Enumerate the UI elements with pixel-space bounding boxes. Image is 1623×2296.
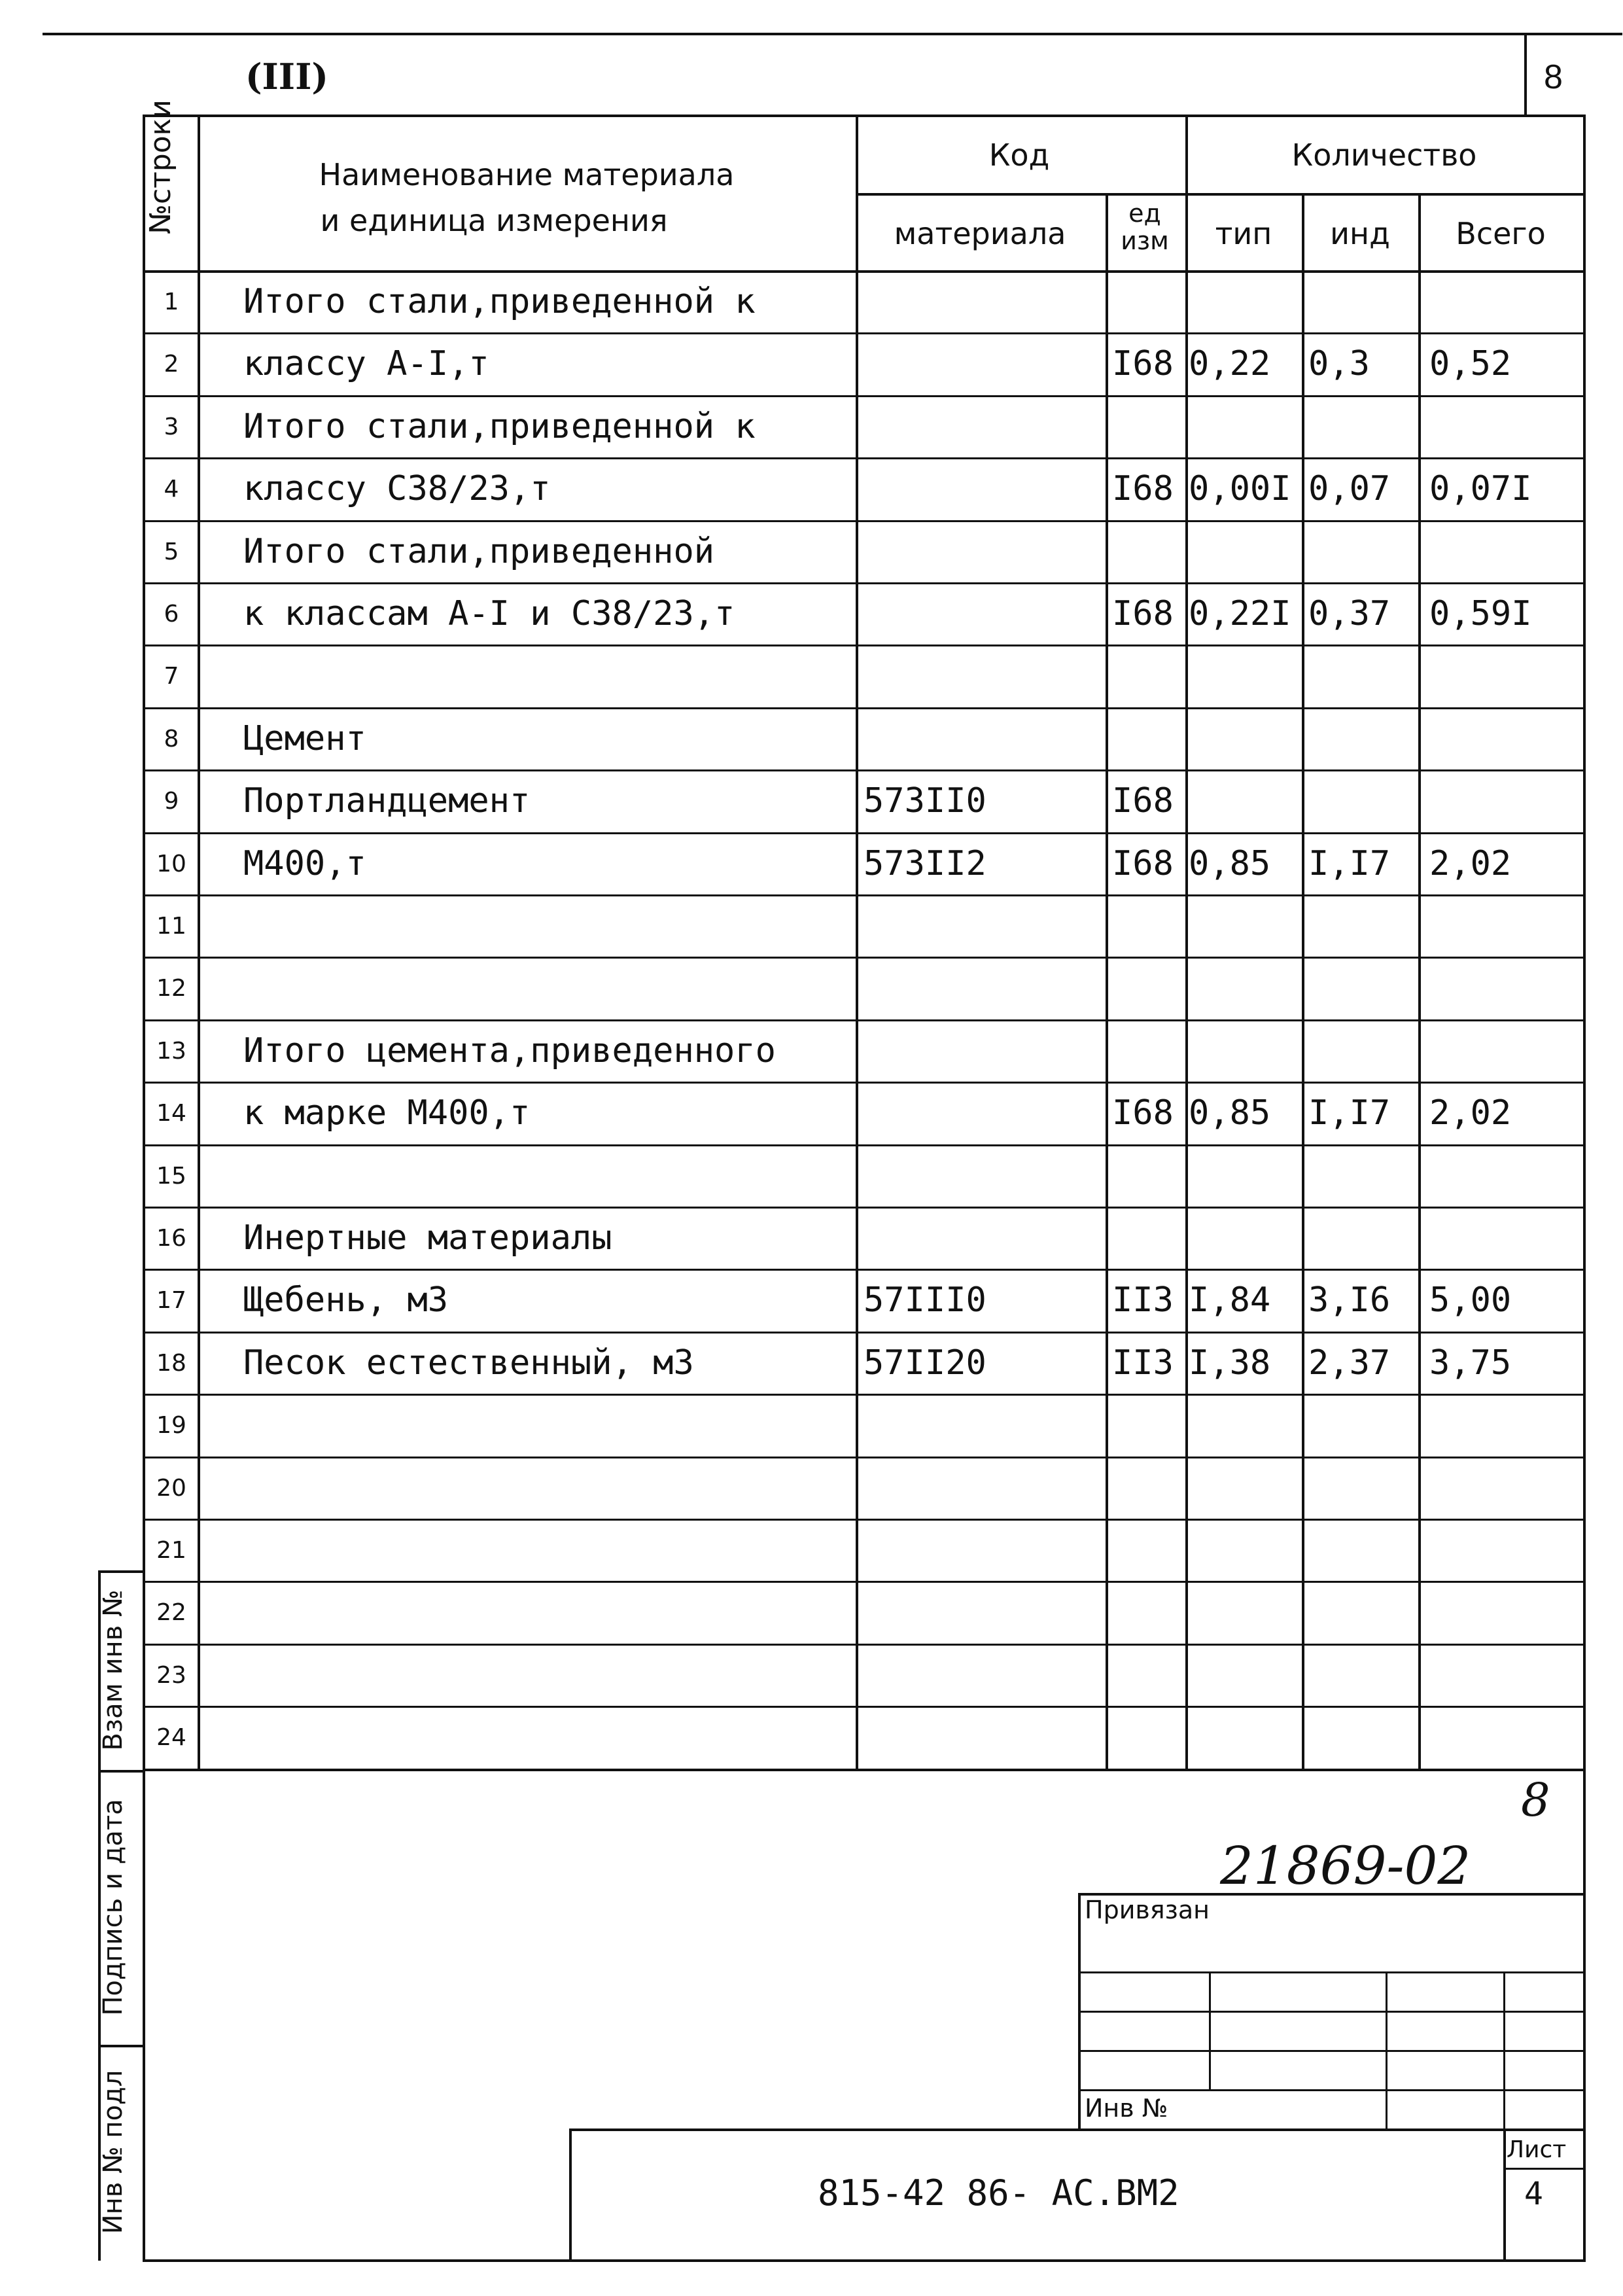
row-cell-name: к классам А-I и С38/23,т [243,594,735,633]
row-number: 13 [156,1038,186,1065]
stamp-row-4 [1078,2089,1583,2091]
row-divider [143,832,1583,834]
row-cell-name: Портландцемент [243,781,531,821]
row-cell-ind: 3,I6 [1308,1280,1391,1320]
row-number: 19 [156,1412,186,1439]
section-label: (III) [245,56,328,97]
row-divider [143,1644,1583,1646]
sheet-number-divider [1524,33,1527,115]
row-cell-ind: I,I7 [1308,844,1391,883]
row-cell-ind: I,I7 [1308,1093,1391,1133]
row-cell-unit: I68 [1112,594,1174,633]
main-stamp-top [569,2128,1583,2131]
row-divider [143,894,1583,896]
row-cell-total: 5,00 [1429,1280,1512,1320]
row-divider [143,1519,1583,1521]
row-divider [143,582,1583,584]
row-cell-ind: 2,37 [1308,1343,1391,1383]
row-cell-name: М400,т [243,844,366,883]
stamp-col-3 [1503,1971,1505,2128]
row-cell-tip: I,84 [1189,1280,1271,1320]
header-name-line2: и единица измерения [320,203,668,238]
row-cell-total: 2,02 [1429,844,1512,883]
top-rule [43,33,1622,35]
col-divider-ind [1418,193,1421,1770]
stamp-row-3 [1078,2050,1583,2052]
row-divider [143,1082,1583,1084]
row-cell-ind: 0,07 [1308,469,1391,508]
row-number: 12 [156,975,186,1002]
row-cell-tip: 0,85 [1189,1093,1271,1133]
row-cell-tip: 0,00I [1189,469,1291,508]
row-cell-total: 0,59I [1429,594,1532,633]
row-divider [143,1457,1583,1458]
row-cell-total: 2,02 [1429,1093,1512,1133]
row-divider [143,1332,1583,1333]
row-cell-code: 573II2 [864,844,986,883]
row-divider [143,395,1583,397]
stamp-col-2 [1386,1971,1387,2128]
row-number: 23 [156,1662,186,1689]
row-divider [143,645,1583,646]
row-cell-name: к марке М400,т [243,1093,531,1133]
row-divider [143,520,1583,522]
row-number: 11 [156,913,186,940]
row-cell-total: 0,07I [1429,469,1532,508]
handwritten-doc-number: 21869-02 [1220,1835,1471,1896]
row-number: 15 [156,1163,186,1190]
row-number: 5 [164,539,179,565]
header-bottom-rule [143,270,1583,273]
row-divider [143,457,1583,459]
row-divider [143,1394,1583,1396]
row-divider [143,1144,1583,1146]
row-cell-name: Песок естественный, м3 [243,1343,694,1383]
row-number: 8 [164,726,179,752]
row-number: 7 [164,663,179,690]
header-code-material: материала [894,216,1066,251]
row-cell-ind: 0,37 [1308,594,1391,633]
side-stamp-podpis-data: Подпись и дата [98,1799,128,2016]
row-cell-code: 57III0 [864,1280,986,1320]
header-mid-rule [856,193,1583,196]
row-divider [143,707,1583,709]
header-qty-ind: инд [1330,216,1390,251]
row-number: 2 [164,351,179,378]
stamp-row-2 [1078,2011,1583,2013]
side-stamp-vzam-inv: Взам инв № [98,1589,128,1751]
row-number: 4 [164,476,179,503]
frame-right-border [1583,115,1586,2261]
main-stamp-left [569,2128,572,2261]
row-cell-name: Цемент [243,719,366,758]
frame-bottom-border [143,2259,1586,2262]
inv-no-label: Инв № [1085,2094,1168,2123]
row-cell-code: 573II0 [864,781,986,821]
row-cell-code: 57II20 [864,1343,986,1383]
row-number: 22 [156,1599,186,1626]
header-qty-total: Всего [1456,216,1546,251]
row-cell-unit: II3 [1112,1280,1174,1320]
col-divider-rownum [198,115,200,1770]
row-number: 18 [156,1350,186,1377]
row-number: 20 [156,1475,186,1502]
list-label: Лист [1507,2136,1567,2163]
row-cell-ind: 0,3 [1308,344,1370,383]
row-divider [143,1207,1583,1209]
row-cell-total: 0,52 [1429,344,1512,383]
list-label-rule [1503,2168,1583,2170]
row-cell-name: Итого стали,приведенной к [243,282,756,321]
row-cell-name: Итого стали,приведенной к [243,407,756,446]
row-cell-name: Итого стали,приведенной [243,532,715,571]
row-cell-unit: I68 [1112,844,1174,883]
row-number: 24 [156,1724,186,1751]
row-divider [143,957,1583,959]
row-cell-name: Щебень, м3 [243,1280,449,1320]
col-divider-type [1302,193,1304,1770]
header-quantity-group: Количество [1291,137,1477,173]
row-number: 17 [156,1287,186,1314]
header-code-group: Код [988,137,1050,173]
stamp-row-1 [1078,1971,1583,1973]
row-cell-unit: I68 [1112,469,1174,508]
row-cell-unit: I68 [1112,1093,1174,1133]
side-stamp-inv-podl: Инв № подл [98,2070,128,2234]
row-cell-unit: II3 [1112,1343,1174,1383]
row-cell-tip: 0,22I [1189,594,1291,633]
row-number: 6 [164,601,179,627]
row-cell-name: Инертные материалы [243,1218,612,1258]
document-code: 815-42 86- АС.ВМ2 [818,2172,1179,2214]
main-stamp-list-divider [1503,2128,1506,2261]
stamp-col-1 [1209,1971,1211,2089]
row-number: 10 [156,851,186,877]
list-number: 4 [1524,2176,1543,2212]
row-cell-tip: 0,22 [1189,344,1271,383]
handwritten-page-number: 8 [1521,1773,1550,1827]
header-row-number: №строки [144,99,177,234]
row-cell-tip: I,38 [1189,1343,1271,1383]
row-divider [143,1581,1583,1583]
row-cell-name: классу А-I,т [243,344,489,383]
row-number: 14 [156,1100,186,1127]
row-divider [143,1269,1583,1271]
row-divider [143,769,1583,771]
col-divider-name [856,115,858,1770]
col-divider-unit [1185,115,1188,1770]
row-cell-total: 3,75 [1429,1343,1512,1383]
table-bottom-border [143,1769,1583,1771]
header-name: Наименование материала [319,157,735,192]
row-divider [143,1706,1583,1708]
header-code-unit: ед изм [1121,199,1169,255]
row-cell-unit: I68 [1112,344,1174,383]
row-number: 3 [164,414,179,440]
row-number: 21 [156,1537,186,1564]
row-cell-name: Итого цемента,приведенного [243,1031,776,1070]
row-cell-name: классу С38/23,т [243,469,551,508]
row-number: 16 [156,1225,186,1252]
row-divider [143,1019,1583,1021]
header-qty-type: тип [1215,216,1272,251]
table-top-border [143,115,1586,117]
row-divider [143,332,1583,334]
row-number: 1 [164,289,179,315]
sheet-number: 8 [1544,58,1563,96]
row-number: 9 [164,788,179,815]
privyazan-label: Привязан [1085,1896,1210,1924]
col-divider-code [1106,193,1108,1770]
row-cell-tip: 0,85 [1189,844,1271,883]
row-cell-unit: I68 [1112,781,1174,821]
